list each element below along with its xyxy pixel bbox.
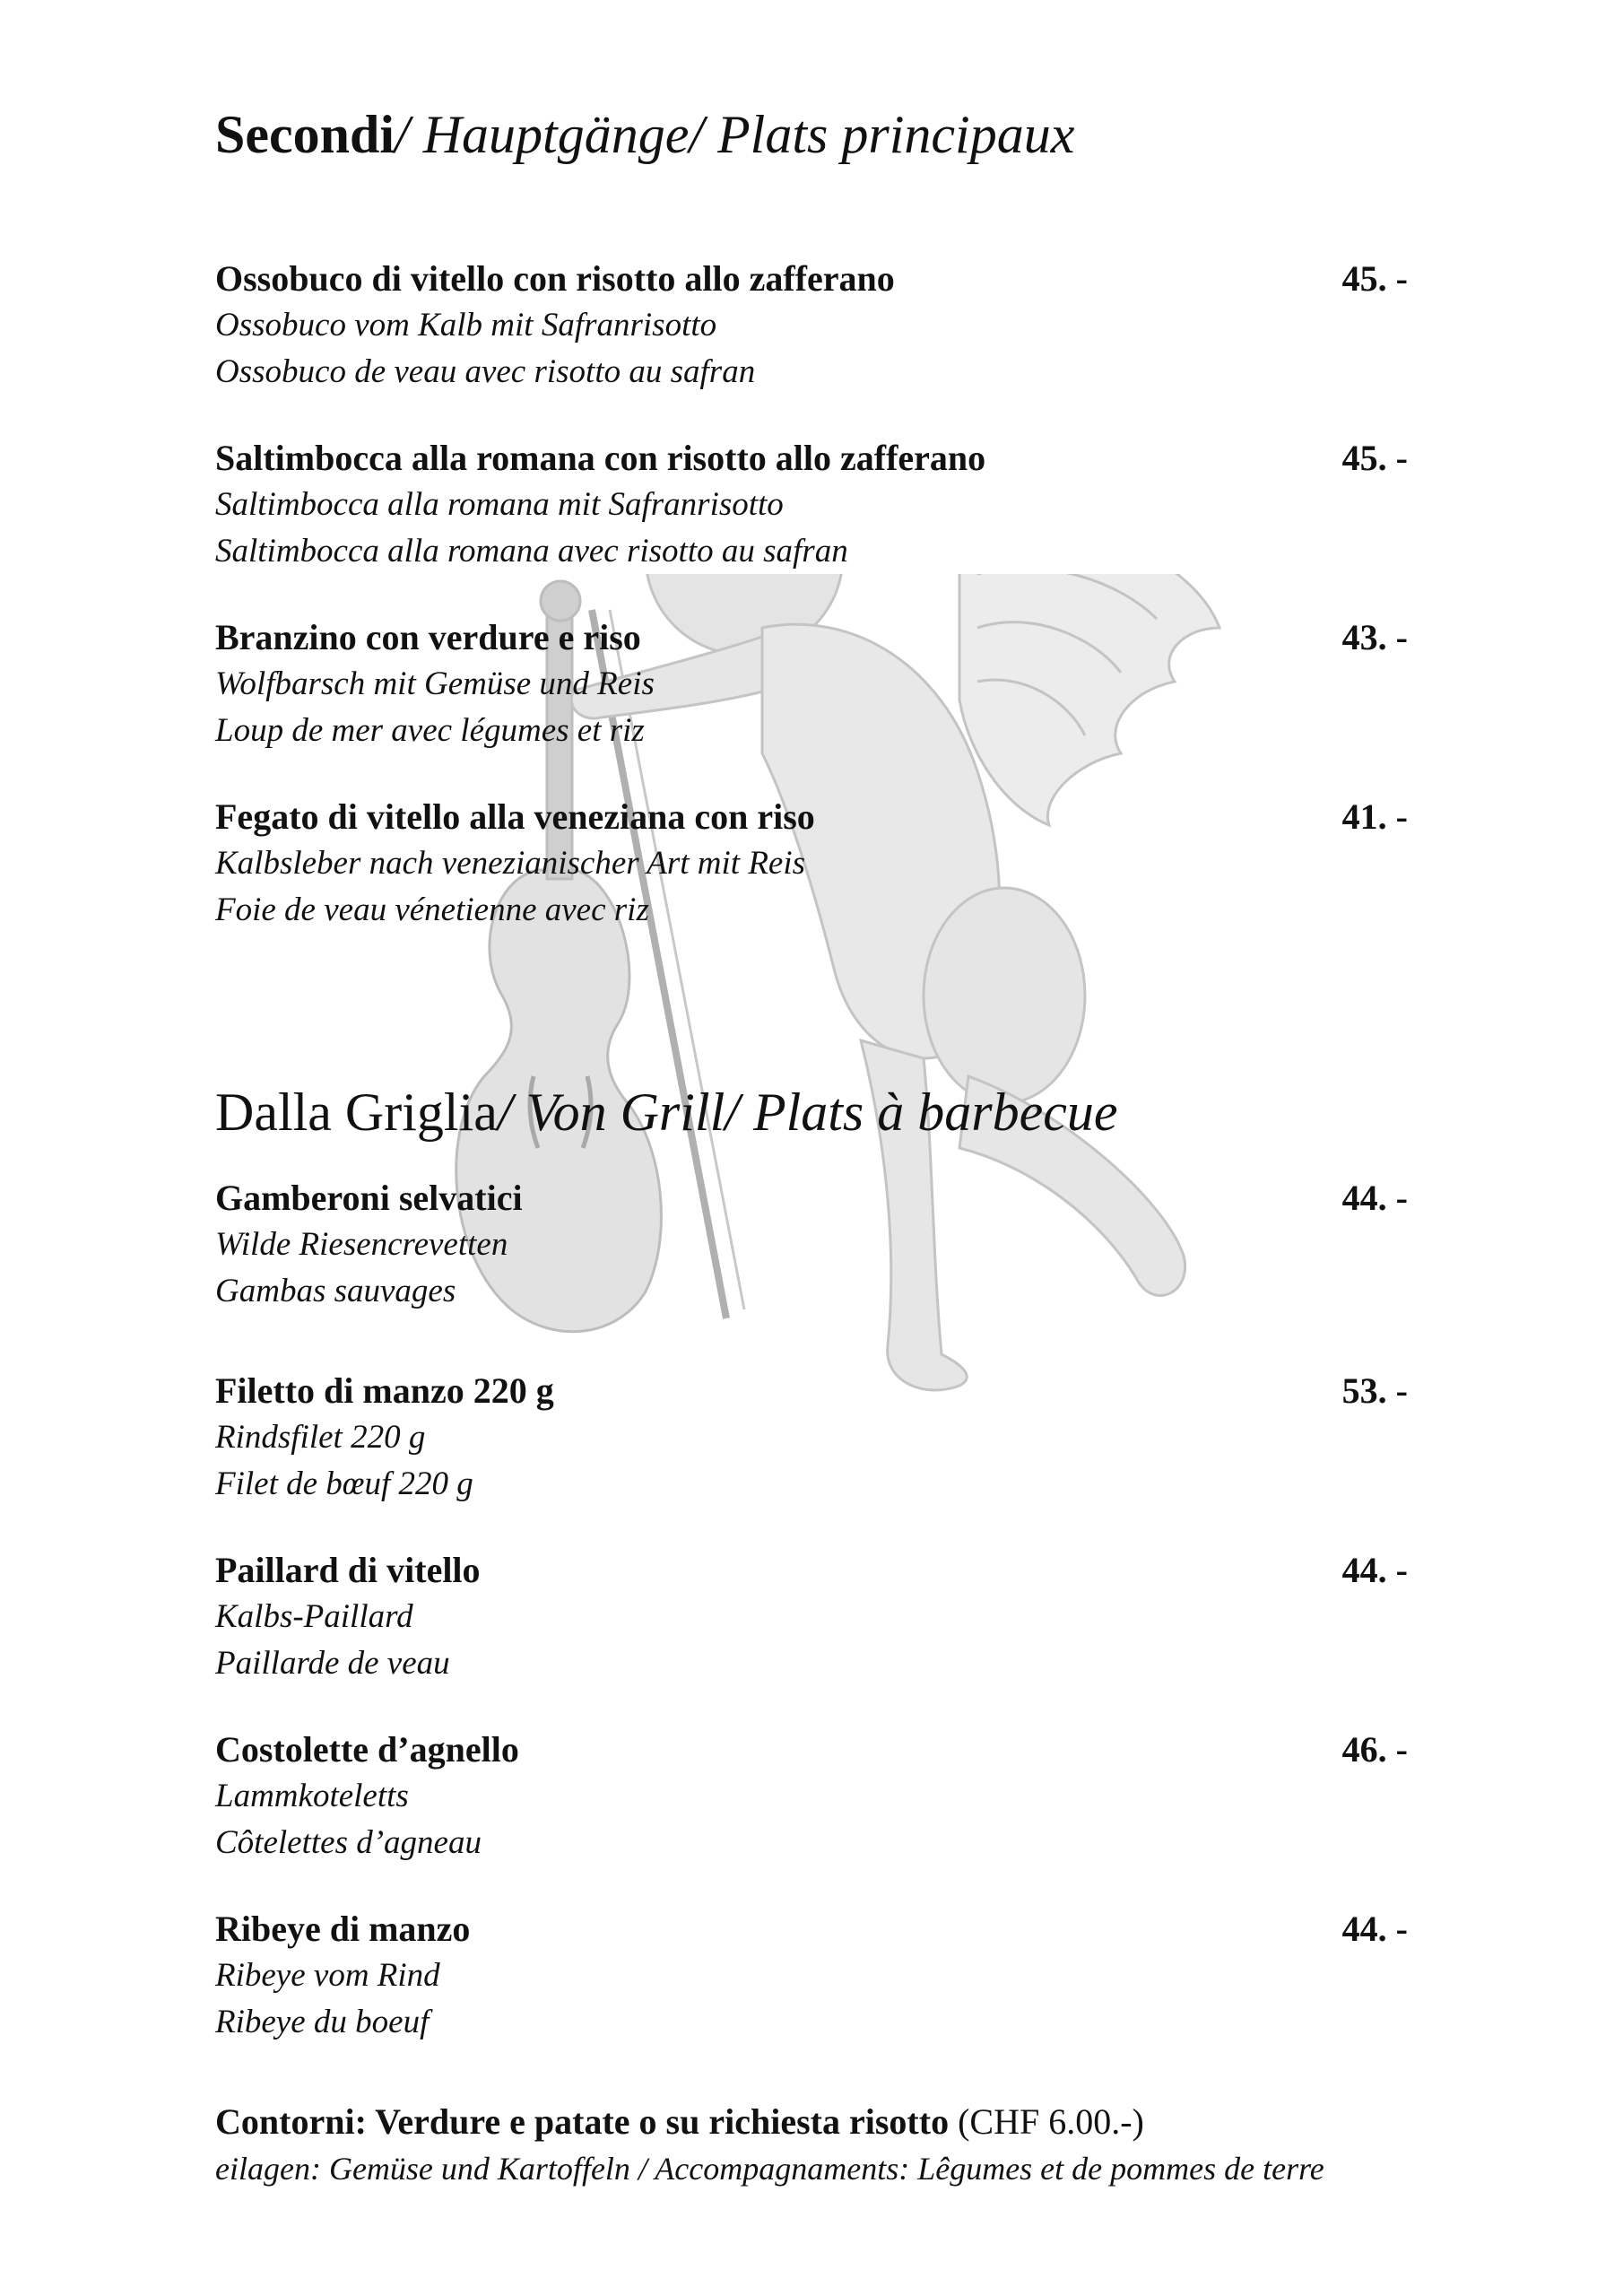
section-title-german: Von Grill	[525, 1083, 725, 1142]
dish-price: 45. -	[1341, 438, 1408, 478]
dish-name: Branzino con verdure e riso	[215, 617, 641, 657]
dish-german: Kalbsleber nach venezianischer Art mit Reis	[215, 845, 806, 882]
dish-german: Ribeye vom Rind	[215, 1957, 440, 1994]
dish-name: Paillard di vitello	[215, 1550, 481, 1590]
section-title-german: Hauptgänge	[422, 105, 690, 164]
side-dishes-title: Contorni: Verdure e patate o su richiesta risotto	[215, 2101, 950, 2142]
dish-price: 44. -	[1341, 1909, 1408, 1949]
dish-french: Paillarde de veau	[215, 1645, 450, 1682]
dish-name: Fegato di vitello alla veneziana con riso	[215, 796, 815, 837]
dish-name: Gamberoni selvatici	[215, 1178, 523, 1218]
dish-french: Saltimbocca alla romana avec risotto au safran	[215, 533, 848, 570]
dish-name: Ribeye di manzo	[215, 1909, 471, 1949]
dish-price: 44. -	[1341, 1178, 1408, 1218]
menu-item	[215, 435, 1471, 575]
dish-german: Wolfbarsch mit Gemüse und Reis	[215, 665, 655, 702]
side-dishes-line	[215, 2099, 1515, 2145]
menu-item	[215, 1175, 1471, 1315]
menu-item	[215, 1547, 1471, 1687]
dish-price: 43. -	[1341, 617, 1408, 657]
section-title-french: Plats à barbecue	[752, 1083, 1118, 1142]
dish-german: Rindsfilet 220 g	[215, 1419, 426, 1456]
dish-german: Kalbs-Paillard	[215, 1598, 413, 1635]
menu-item	[215, 1726, 1471, 1866]
dish-price: 45. -	[1341, 258, 1408, 299]
menu-item	[215, 1906, 1471, 2046]
dish-french: Filet de bœuf 220 g	[215, 1465, 473, 1502]
dish-name: Filetto di manzo 220 g	[215, 1370, 554, 1411]
side-dishes-note	[215, 2099, 1515, 2192]
dish-german: Ossobuco vom Kalb mit Safranrisotto	[215, 307, 717, 344]
side-dishes-translation: eilagen: Gemüse und Kartoffeln / Accompagnaments: Lêgumes et de pommes de terre	[215, 2151, 1324, 2187]
dish-price: 41. -	[1341, 796, 1408, 837]
dish-name: Costolette d’agnello	[215, 1729, 519, 1770]
dish-name: Ossobuco di vitello con risotto allo zafferano	[215, 258, 895, 299]
dish-french: Côtelettes d’agneau	[215, 1824, 482, 1861]
section-heading-secondi: Secondi/ Hauptgänge/ Plats principaux	[215, 105, 1075, 164]
dish-price: 44. -	[1341, 1550, 1408, 1590]
menu-item	[215, 1368, 1471, 1508]
menu-item	[215, 614, 1471, 754]
dish-french: Foie de veau vénetienne avec riz	[215, 891, 649, 928]
menu-item	[215, 794, 1471, 934]
dish-german: Lammkoteletts	[215, 1778, 409, 1814]
dish-french: Ribeye du boeuf	[215, 2004, 430, 2040]
section-title-main: Dalla Griglia	[215, 1083, 498, 1142]
dish-german: Saltimbocca alla romana mit Safranrisotto	[215, 486, 784, 523]
section-title-main: Secondi	[215, 105, 395, 164]
dish-french: Gambas sauvages	[215, 1273, 456, 1309]
dish-french: Loup de mer avec légumes et riz	[215, 712, 645, 749]
section-heading-griglia: Dalla Griglia/ Von Grill/ Plats à barbecue	[215, 1083, 1118, 1142]
dish-price: 53. -	[1341, 1370, 1408, 1411]
dish-french: Ossobuco de veau avec risotto au safran	[215, 353, 756, 390]
dish-german: Wilde Riesencrevetten	[215, 1226, 508, 1263]
menu-item	[215, 256, 1471, 396]
dish-price: 46. -	[1341, 1729, 1408, 1770]
section-title-french: Plats principaux	[717, 105, 1075, 164]
side-dishes-price: (CHF 6.00.-)	[958, 2101, 1144, 2142]
dish-name: Saltimbocca alla romana con risotto allo zafferano	[215, 438, 986, 478]
